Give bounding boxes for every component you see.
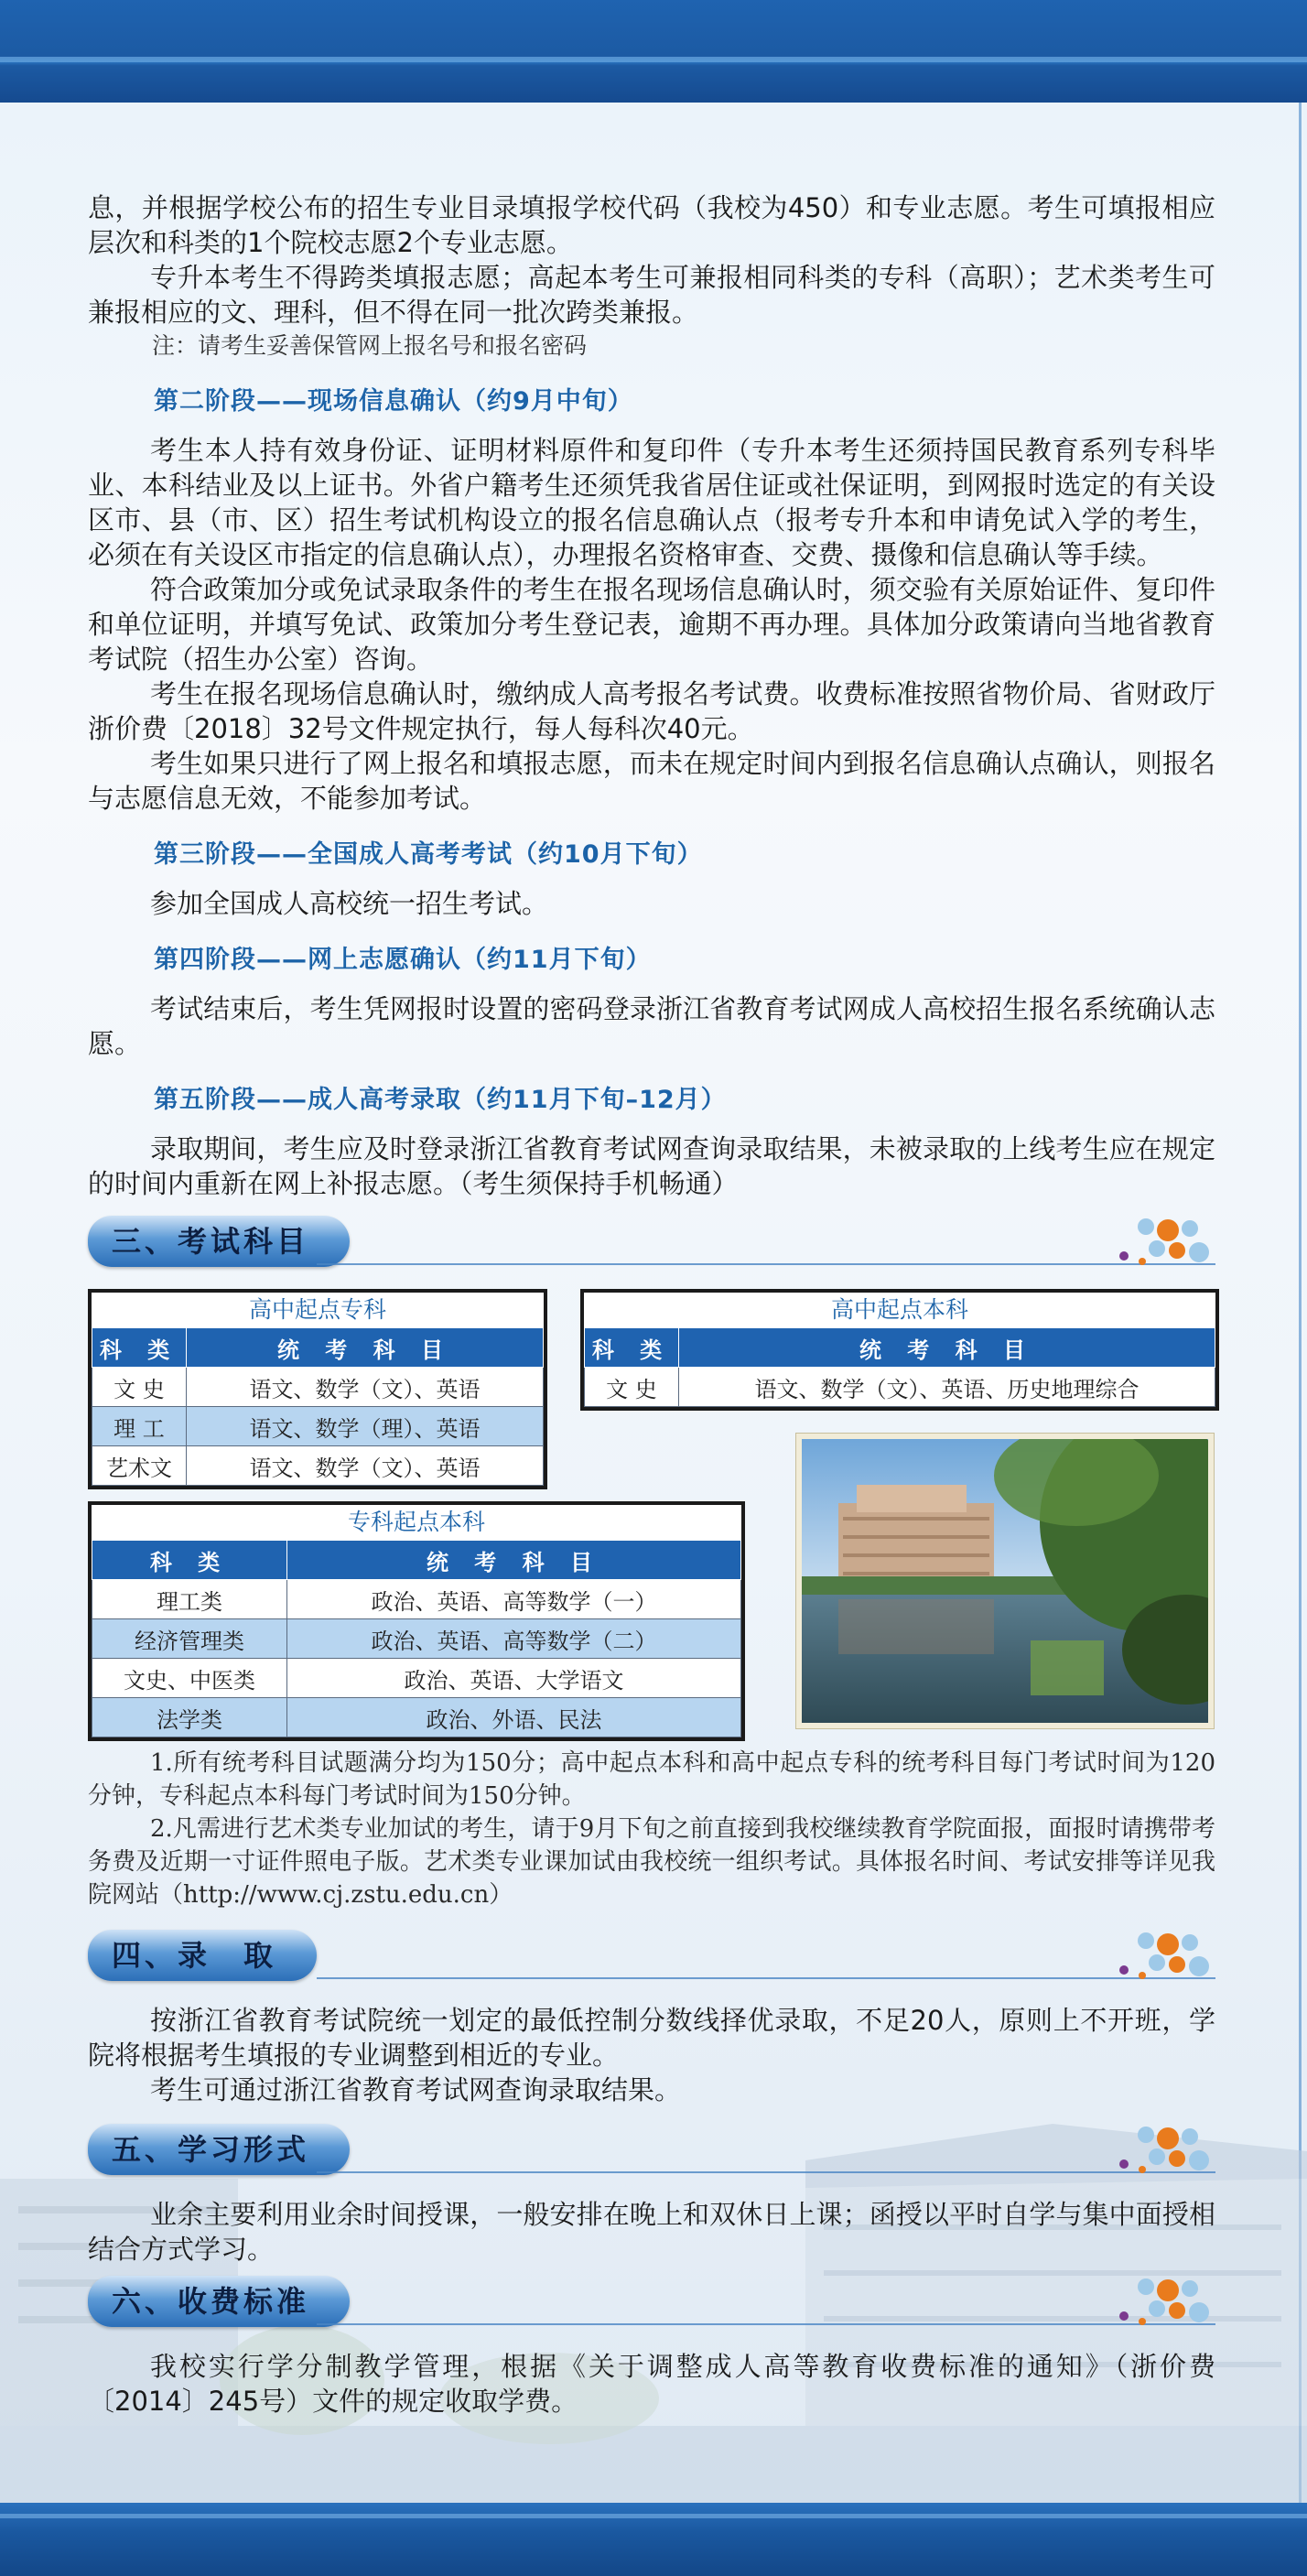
table-zk-benke bbox=[88, 1501, 745, 1741]
table-header: 科 类 bbox=[92, 1328, 187, 1368]
stage2-paragraph: 符合政策加分或免试录取条件的考生在报名现场信息确认时，须交验有关原始证件、复印件和单位证明，并填写免试、政策加分考生登记表，逾期不再办理。具体加分政策请向当地省教育考试院（招生办公室）咨询。 bbox=[88, 574, 1215, 675]
table-hs-zhuanke bbox=[88, 1289, 547, 1489]
section-title: 四、录 取 bbox=[112, 1938, 277, 1973]
fees-paragraph: 我校实行学分制教学管理，根据《关于调整成人高等教育收费标准的通知》（浙价费〔2014〕245号）文件的规定收取学费。 bbox=[88, 2351, 1215, 2417]
table-cell: 语文、数学（理）、英语 bbox=[187, 1407, 544, 1446]
admission-paragraph: 按浙江省教育考试院统一划定的最低控制分数线择优录取，不足20人，原则上不开班，学院将根据考生填报的专业调整到相近的专业。 bbox=[88, 2005, 1215, 2071]
stage5-title: 第五阶段——成人高考录取（约11月下旬–12月） bbox=[154, 1086, 727, 1114]
table-row bbox=[92, 1619, 741, 1659]
table-cell: 政治、英语、大学语文 bbox=[287, 1659, 741, 1698]
stage5-paragraph: 录取期间，考生应及时登录浙江省教育考试网查询录取结果，未被录取的上线考生应在规定的时间内重新在网上补报志愿。（考生须保持手机畅通） bbox=[88, 1133, 1215, 1199]
table-row bbox=[92, 1698, 741, 1737]
table-cell: 政治、英语、高等数学（二） bbox=[287, 1619, 741, 1659]
table-cell: 政治、外语、民法 bbox=[287, 1698, 741, 1737]
section-header-admission bbox=[88, 1930, 1215, 1985]
bottom-banner bbox=[0, 2503, 1307, 2576]
stage2-paragraph: 考生本人持有效身份证、证明材料原件和复印件（专升本考生还须持国民教育系列专科毕业、本科结业及以上证书。外省户籍考生还须凭我省居住证或社保证明，到网报时选定的有关设区市、县（市、区）招生考试机构设立的报名信息确认点（报考专升本和申请免试入学的考生，必须在有关设区市指定的信息确认点），办理报名资格审查、交费、摄像和信息确认等手续。 bbox=[88, 435, 1215, 570]
table-row bbox=[92, 1659, 741, 1698]
stage1-paragraph: 专升本考生不得跨类填报志愿；高起本考生可兼报相同科类的专科（高职）；艺术类考生可兼报相应的文、理科，但不得在同一批次跨类兼报。 bbox=[88, 262, 1215, 328]
stage1-note: 注：请考生妥善保管网上报名号和报名密码 bbox=[152, 332, 588, 359]
table-row bbox=[92, 1446, 544, 1486]
decorative-dots-icon bbox=[1115, 1216, 1215, 1271]
table-row bbox=[92, 1580, 741, 1619]
brochure-content bbox=[88, 190, 1215, 2419]
stage4-paragraph: 考试结束后，考生凭网报时设置的密码登录浙江省教育考试网成人高校招生报名系统确认志愿。 bbox=[88, 993, 1215, 1059]
table-cell: 经济管理类 bbox=[92, 1619, 287, 1659]
section-title: 五、学习形式 bbox=[112, 2132, 310, 2167]
table-cell: 法学类 bbox=[92, 1698, 287, 1737]
stage2-title: 第二阶段——现场信息确认（约9月中旬） bbox=[154, 387, 633, 416]
stage1-paragraph: 息，并根据学校公布的招生专业目录填报学校代码（我校为450）和专业志愿。考生可填报相应层次和科类的1个院校志愿2个专业志愿。 bbox=[88, 192, 1215, 258]
campus-lake-photo bbox=[796, 1434, 1214, 1728]
table-cell: 艺术文 bbox=[92, 1446, 187, 1486]
table-cell: 理工类 bbox=[92, 1580, 287, 1619]
stage3-paragraph: 参加全国成人高校统一招生考试。 bbox=[150, 888, 549, 919]
table-caption: 高中起点专科 bbox=[92, 1293, 544, 1327]
table-cell: 文史、中医类 bbox=[92, 1659, 287, 1698]
table-header: 统 考 科 目 bbox=[187, 1328, 544, 1368]
table-cell: 政治、英语、高等数学（一） bbox=[287, 1580, 741, 1619]
admission-paragraph: 考生可通过浙江省教育考试网查询录取结果。 bbox=[150, 2074, 682, 2105]
table-cell: 理 工 bbox=[92, 1407, 187, 1446]
section-header-study-form bbox=[88, 2124, 1215, 2179]
top-banner bbox=[0, 0, 1307, 103]
table-header: 统 考 科 目 bbox=[287, 1541, 741, 1580]
table-caption: 高中起点本科 bbox=[584, 1293, 1215, 1327]
table-cell: 语文、数学（文）、英语 bbox=[187, 1446, 544, 1486]
table-header: 统 考 科 目 bbox=[679, 1328, 1215, 1368]
table-cell: 语文、数学（文）、英语、历史地理综合 bbox=[679, 1368, 1215, 1407]
table-header: 科 类 bbox=[92, 1541, 287, 1580]
table-row bbox=[92, 1368, 544, 1407]
table-hs-benke bbox=[580, 1289, 1219, 1411]
table-header: 科 类 bbox=[585, 1328, 679, 1368]
decorative-dots-icon bbox=[1115, 1930, 1215, 1985]
table-row bbox=[585, 1368, 1215, 1407]
section-title: 六、收费标准 bbox=[112, 2284, 310, 2319]
stage4-title: 第四阶段——网上志愿确认（约11月下旬） bbox=[154, 946, 652, 974]
table-cell: 语文、数学（文）、英语 bbox=[187, 1368, 544, 1407]
stage2-paragraph: 考生在报名现场信息确认时，缴纳成人高考报名考试费。收费标准按照省物价局、省财政厅浙价费〔2018〕32号文件规定执行，每人每科次40元。 bbox=[88, 678, 1215, 744]
exam-tables-area bbox=[88, 1289, 1215, 1747]
study-paragraph: 业余主要利用业余时间授课，一般安排在晚上和双休日上课；函授以平时自学与集中面授相结合方式学习。 bbox=[88, 2199, 1215, 2265]
section-header-fees bbox=[88, 2276, 1215, 2331]
section-title: 三、考试科目 bbox=[112, 1224, 310, 1259]
exam-note: 2.凡需进行艺术类专业加试的考生，请于9月下旬之前直接到我校继续教育学院面报，面报时请携带考务费及近期一寸证件照电子版。艺术类专业课加试由我校统一组织考试。具体报名时间、考试安排等详见我院网站（http://www.cj.zstu.edu.cn） bbox=[88, 1815, 1215, 1909]
stage2-paragraph: 考生如果只进行了网上报名和填报志愿，而未在规定时间内到报名信息确认点确认，则报名与志愿信息无效，不能参加考试。 bbox=[88, 748, 1215, 814]
table-row bbox=[92, 1407, 544, 1446]
table-cell: 文 史 bbox=[92, 1368, 187, 1407]
table-cell: 文 史 bbox=[585, 1368, 679, 1407]
stage3-title: 第三阶段——全国成人高考考试（约10月下旬） bbox=[154, 840, 703, 869]
decorative-dots-icon bbox=[1115, 2276, 1215, 2331]
decorative-dots-icon bbox=[1115, 2124, 1215, 2179]
table-caption: 专科起点本科 bbox=[92, 1505, 741, 1540]
section-header-exam-subjects bbox=[88, 1216, 1215, 1271]
exam-note: 1.所有统考科目试题满分均为150分；高中起点本科和高中起点专科的统考科目每门考试时间为120分钟，专科起点本科每门考试时间为150分钟。 bbox=[88, 1749, 1215, 1810]
